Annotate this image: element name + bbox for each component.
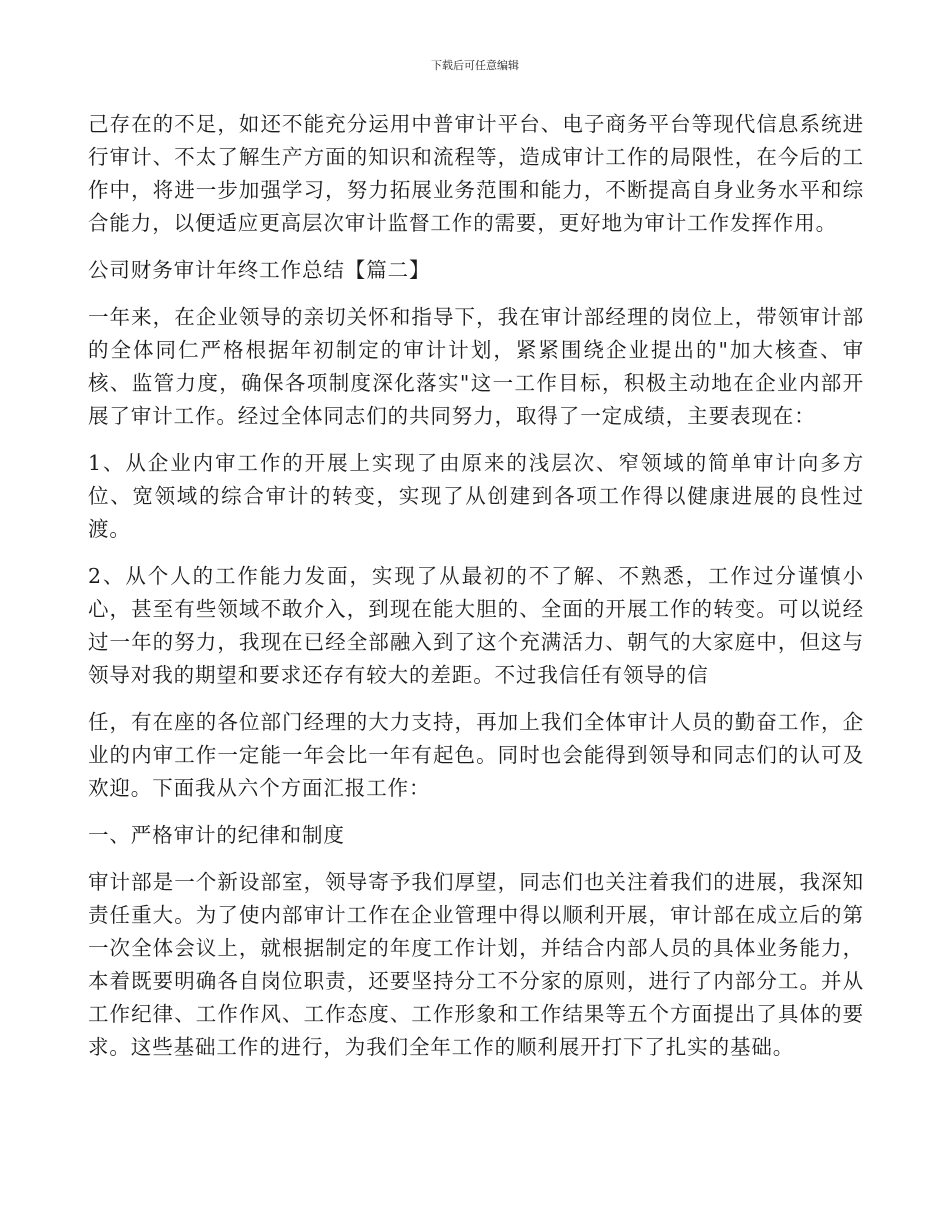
paragraph-continuation: 己存在的不足，如还不能充分运用中普审计平台、电子商务平台等现代信息系统进行审计、不太了解生产方面的知识和流程等，造成审计工作的局限性，在今后的工作中，将进一步加强学习，努力拓展业务范围和能力，不断提高自身业务水平和综合能力，以便适应更高层次审计监督工作的需要，更好地为审计工作发挥作用。 bbox=[88, 112, 864, 235]
paragraph-point-1: 1、从企业内审工作的开展上实现了由原来的浅层次、窄领域的简单审计向多方位、宽领域的综合审计的转变，实现了从创建到各项工作得以健康进展的良性过渡。 bbox=[88, 451, 864, 541]
paragraph-intro: 一年来，在企业领导的亲切关怀和指导下，我在审计部经理的岗位上，带领审计部的全体同仁严格根据年初制定的审计计划，紧紧围绕企业提出的"加大核查、审核、监管力度，确保各项制度深化落实"这一工作目标，积极主动地在企业内部开展了审计工作。经过全体同志们的共同努力，取得了一定成绩，主要表现在： bbox=[88, 305, 864, 428]
section-title: 公司财务审计年终工作总结【篇二】 bbox=[88, 258, 431, 282]
document-body bbox=[88, 108, 864, 1078]
page-header: 下载后可任意编辑 bbox=[431, 59, 519, 72]
paragraph-point-2: 2、从个人的工作能力发面，实现了从最初的不了解、不熟悉，工作过分谨慎小心，甚至有些领域不敢介入，到现在能大胆的、全面的开展工作的转变。可以说经过一年的努力，我现在已经全部融入到了这个充满活力、朝气的大家庭中，但这与领导对我的期望和要求还存有较大的差距。不过我信任有领导的信 bbox=[88, 564, 864, 687]
subsection-heading: 一、严格审计的纪律和制度 bbox=[88, 823, 345, 847]
paragraph-continued: 任，有在座的各位部门经理的大力支持，再加上我们全体审计人员的勤奋工作，企业的内审工作一定能一年会比一年有起色。同时也会能得到领导和同志们的认可及欢迎。下面我从六个方面汇报工作： bbox=[88, 710, 864, 800]
paragraph-discipline: 审计部是一个新设部室，领导寄予我们厚望，同志们也关注着我们的进展，我深知责任重大。为了使内部审计工作在企业管理中得以顺利开展，审计部在成立后的第一次全体会议上，就根据制定的年度工作计划，并结合内部人员的具体业务能力，本着既要明确各自岗位职责，还要坚持分工不分家的原则，进行了内部分工。并从工作纪律、工作作风、工作态度、工作形象和工作结果等五个方面提出了具体的要求。这些基础工作的进行，为我们全年工作的顺利展开打下了扎实的基础。 bbox=[88, 870, 864, 1059]
